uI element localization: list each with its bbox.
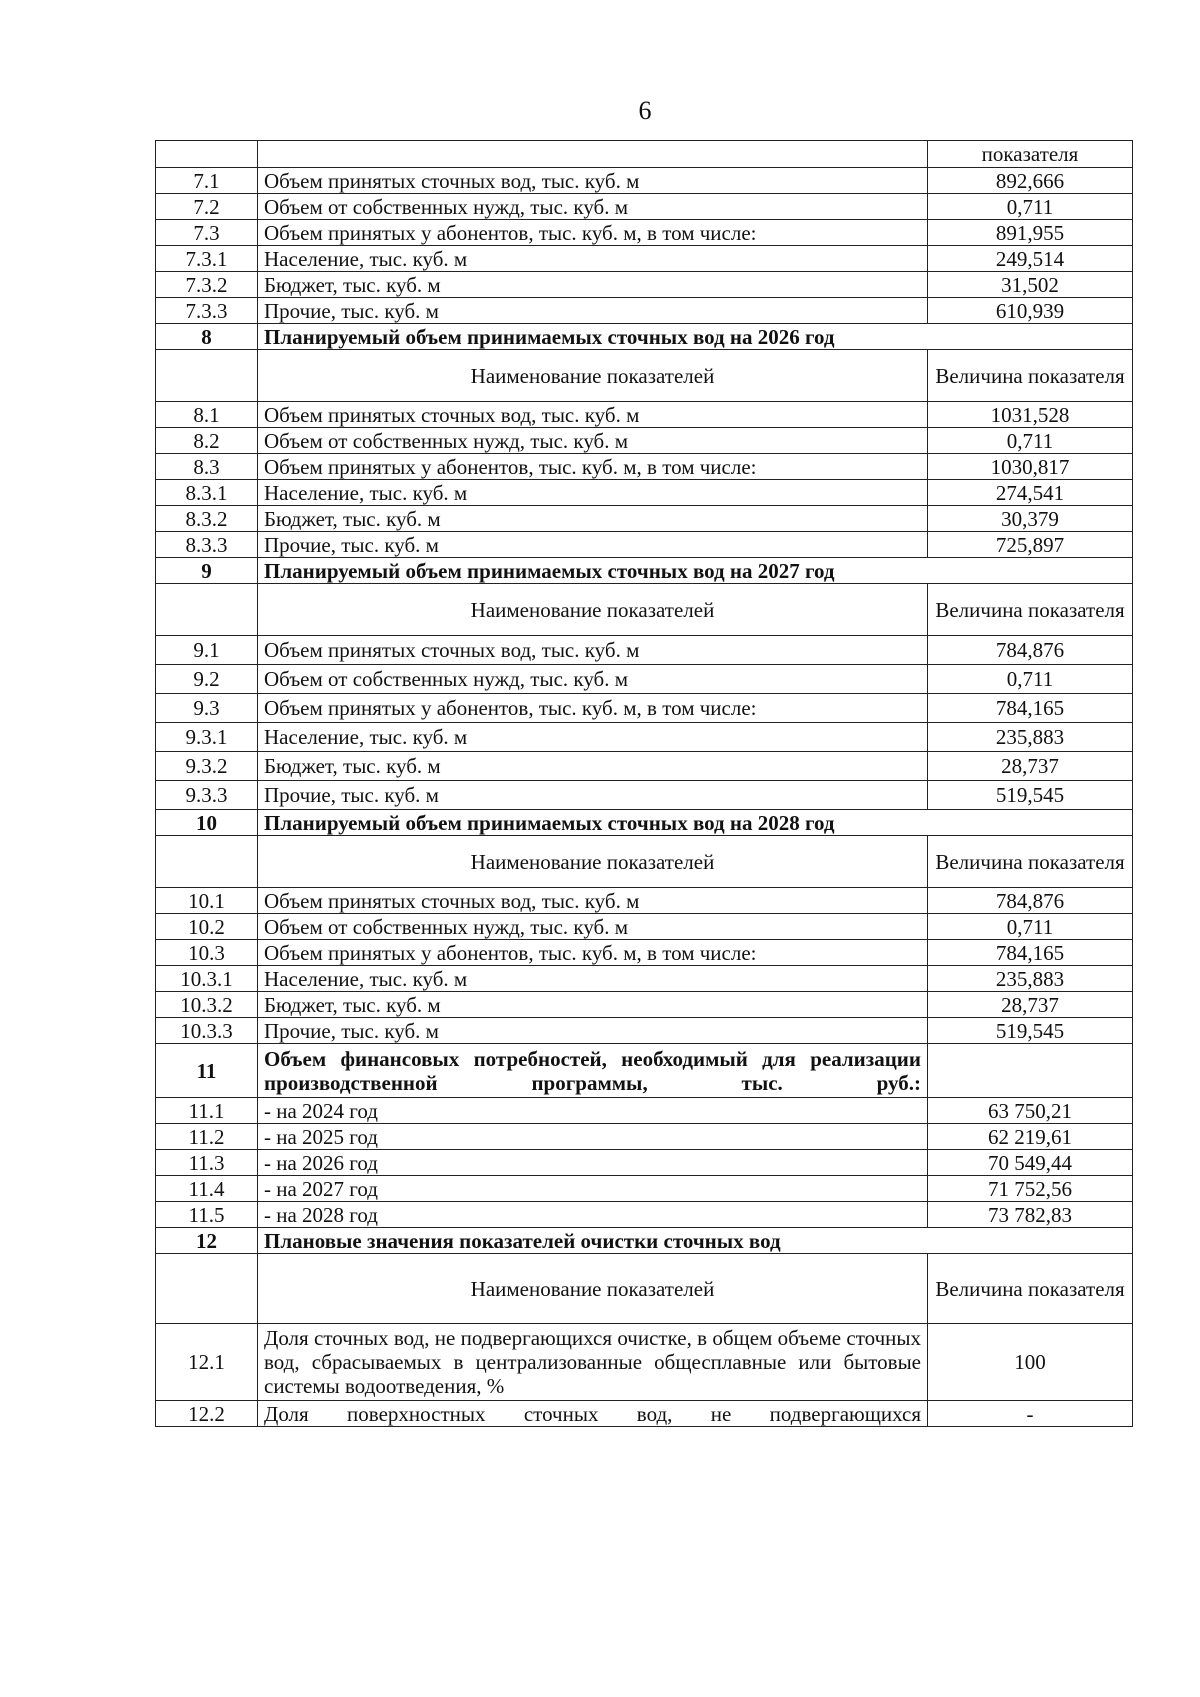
row-indicator-name: Население, тыс. куб. м (258, 966, 928, 992)
row-indicator-name: - на 2025 год (258, 1124, 928, 1150)
section-title: Объем финансовых потребностей, необходимый для реализации производственной программы, тыс. руб.: (258, 1044, 928, 1098)
row-indicator-name: Прочие, тыс. куб. м (258, 532, 928, 558)
row-number: 9.3.3 (156, 781, 258, 810)
column-header-row (156, 1254, 1133, 1324)
row-indicator-name: Объем принятых сточных вод, тыс. куб. м (258, 888, 928, 914)
row-indicator-name: - на 2027 год (258, 1176, 928, 1202)
row-value: 30,379 (928, 506, 1133, 532)
row-indicator-name: Объем от собственных нужд, тыс. куб. м (258, 914, 928, 940)
row-indicator-name: Население, тыс. куб. м (258, 480, 928, 506)
column-header-row (156, 836, 1133, 888)
row-indicator-name: - на 2028 год (258, 1202, 928, 1228)
row-number: 8.3.2 (156, 506, 258, 532)
row-indicator-name: - на 2026 год (258, 1150, 928, 1176)
table-row (156, 940, 1133, 966)
row-number: 8.2 (156, 428, 258, 454)
row-value: 784,876 (928, 888, 1133, 914)
row-indicator-name: Прочие, тыс. куб. м (258, 781, 928, 810)
row-value: 0,711 (928, 665, 1133, 694)
row-number: 10.3.1 (156, 966, 258, 992)
row-number: 11.1 (156, 1098, 258, 1124)
row-indicator-name: Бюджет, тыс. куб. м (258, 272, 928, 298)
row-value: 0,711 (928, 194, 1133, 220)
row-number: 9.2 (156, 665, 258, 694)
table-row (156, 246, 1133, 272)
table-row (156, 1098, 1133, 1124)
row-indicator-name: Бюджет, тыс. куб. м (258, 506, 928, 532)
table-row (156, 532, 1133, 558)
row-number: 12.1 (156, 1324, 258, 1401)
section-title-row (156, 1228, 1133, 1254)
table-row (156, 1018, 1133, 1044)
row-value: 100 (928, 1324, 1133, 1401)
row-value: 274,541 (928, 480, 1133, 506)
table-row (156, 298, 1133, 324)
header-value-cell: показателя (928, 141, 1133, 168)
row-value: 1031,528 (928, 402, 1133, 428)
column-header-row (156, 584, 1133, 636)
column-header-name: Наименование показателей (258, 836, 928, 888)
page-number: 6 (638, 96, 652, 125)
row-number: 11.4 (156, 1176, 258, 1202)
row-value: 1030,817 (928, 454, 1133, 480)
row-indicator-name: Бюджет, тыс. куб. м (258, 752, 928, 781)
section-title-row (156, 810, 1133, 836)
indicators-table-body (156, 141, 1133, 1427)
row-indicator-name: Прочие, тыс. куб. м (258, 298, 928, 324)
row-number: 10.3 (156, 940, 258, 966)
row-number: 9.3 (156, 694, 258, 723)
row-number: 7.1 (156, 168, 258, 194)
row-indicator-name: Объем принятых сточных вод, тыс. куб. м (258, 636, 928, 665)
table-row (156, 1124, 1133, 1150)
row-number: 8.1 (156, 402, 258, 428)
row-number: 9.1 (156, 636, 258, 665)
row-number: 7.3 (156, 220, 258, 246)
row-number: 7.3.1 (156, 246, 258, 272)
table-cell-num (156, 836, 258, 888)
row-number: 10.2 (156, 914, 258, 940)
table-row (156, 454, 1133, 480)
row-indicator-name: Объем принятых сточных вод, тыс. куб. м (258, 168, 928, 194)
row-number: 11.3 (156, 1150, 258, 1176)
row-value: 235,883 (928, 723, 1133, 752)
row-value: 784,165 (928, 694, 1133, 723)
column-header-row (156, 350, 1133, 402)
row-indicator-name: Объем принятых у абонентов, тыс. куб. м, в том числе: (258, 694, 928, 723)
column-header-name: Наименование показателей (258, 584, 928, 636)
section-number: 9 (156, 558, 258, 584)
row-value: 725,897 (928, 532, 1133, 558)
row-indicator-name: Население, тыс. куб. м (258, 723, 928, 752)
row-number: 10.1 (156, 888, 258, 914)
row-value: 70 549,44 (928, 1150, 1133, 1176)
row-indicator-name: Объем принятых у абонентов, тыс. куб. м, в том числе: (258, 940, 928, 966)
section-title: Плановые значения показателей очистки сточных вод (258, 1228, 1133, 1254)
row-value: 71 752,56 (928, 1176, 1133, 1202)
table-row (156, 428, 1133, 454)
row-indicator-name: Объем принятых у абонентов, тыс. куб. м, в том числе: (258, 454, 928, 480)
section-title: Планируемый объем принимаемых сточных вод на 2026 год (258, 324, 1133, 350)
column-header-value: Величина показателя (928, 350, 1133, 402)
table-row (156, 966, 1133, 992)
section-title: Планируемый объем принимаемых сточных вод на 2027 год (258, 558, 1133, 584)
column-header-name: Наименование показателей (258, 1254, 928, 1324)
table-row (156, 636, 1133, 665)
table-row (156, 752, 1133, 781)
section-number: 8 (156, 324, 258, 350)
row-value: 63 750,21 (928, 1098, 1133, 1124)
section-title-row (156, 324, 1133, 350)
row-value: 62 219,61 (928, 1124, 1133, 1150)
row-indicator-name: Объем от собственных нужд, тыс. куб. м (258, 428, 928, 454)
row-value: 28,737 (928, 752, 1133, 781)
table-cell-num (156, 350, 258, 402)
table-row (156, 914, 1133, 940)
row-value: 784,165 (928, 940, 1133, 966)
row-number: 9.3.2 (156, 752, 258, 781)
row-number: 11.2 (156, 1124, 258, 1150)
table-row (156, 402, 1133, 428)
column-header-value: Величина показателя (928, 1254, 1133, 1324)
row-indicator-name: Объем принятых сточных вод, тыс. куб. м (258, 402, 928, 428)
section-title-row (156, 1044, 1133, 1098)
table-cell-num (156, 1254, 258, 1324)
table-row (156, 1202, 1133, 1228)
table-row (156, 168, 1133, 194)
row-number: 8.3.3 (156, 532, 258, 558)
row-indicator-name: - на 2024 год (258, 1098, 928, 1124)
table-row (156, 506, 1133, 532)
row-number: 7.3.3 (156, 298, 258, 324)
indicators-table (155, 140, 1133, 1427)
row-value: 519,545 (928, 781, 1133, 810)
row-value: - (928, 1401, 1133, 1427)
table-row (156, 992, 1133, 1018)
column-header-value: Величина показателя (928, 584, 1133, 636)
table-row (156, 220, 1133, 246)
continued-header-row (156, 141, 1133, 168)
row-value: 0,711 (928, 914, 1133, 940)
row-number: 10.3.3 (156, 1018, 258, 1044)
row-number: 11.5 (156, 1202, 258, 1228)
row-value: 28,737 (928, 992, 1133, 1018)
row-indicator-name: Прочие, тыс. куб. м (258, 1018, 928, 1044)
row-number: 7.2 (156, 194, 258, 220)
section-title-row (156, 558, 1133, 584)
table-row (156, 1324, 1133, 1401)
row-value: 610,939 (928, 298, 1133, 324)
table-cell-num (156, 584, 258, 636)
row-value: 519,545 (928, 1018, 1133, 1044)
column-header-value: Величина показателя (928, 836, 1133, 888)
row-number: 7.3.2 (156, 272, 258, 298)
section-number: 10 (156, 810, 258, 836)
row-value: 73 782,83 (928, 1202, 1133, 1228)
row-number: 8.3 (156, 454, 258, 480)
section-title-value-cell (928, 1044, 1133, 1098)
row-value: 892,666 (928, 168, 1133, 194)
table-row (156, 1401, 1133, 1427)
row-number: 8.3.1 (156, 480, 258, 506)
row-number: 9.3.1 (156, 723, 258, 752)
section-title: Планируемый объем принимаемых сточных вод на 2028 год (258, 810, 1133, 836)
section-number: 12 (156, 1228, 258, 1254)
table-row (156, 665, 1133, 694)
table-cell-num (156, 141, 258, 168)
table-row (156, 480, 1133, 506)
row-indicator-name: Доля сточных вод, не подвергающихся очистке, в общем объеме сточных вод, сбрасываемых в централизованные общесплавные или бытовые системы водоотведения, % (258, 1324, 928, 1401)
column-header-name: Наименование показателей (258, 350, 928, 402)
row-indicator-name: Население, тыс. куб. м (258, 246, 928, 272)
row-value: 235,883 (928, 966, 1133, 992)
row-number: 12.2 (156, 1401, 258, 1427)
table-row (156, 888, 1133, 914)
row-value: 31,502 (928, 272, 1133, 298)
row-indicator-name: Объем от собственных нужд, тыс. куб. м (258, 194, 928, 220)
section-number: 11 (156, 1044, 258, 1098)
table-row (156, 1176, 1133, 1202)
row-value: 891,955 (928, 220, 1133, 246)
row-value: 784,876 (928, 636, 1133, 665)
row-indicator-name: Объем принятых у абонентов, тыс. куб. м, в том числе: (258, 220, 928, 246)
table-row (156, 781, 1133, 810)
table-row (156, 1150, 1133, 1176)
table-row (156, 723, 1133, 752)
table-cell-name (258, 141, 928, 168)
table-row (156, 194, 1133, 220)
row-indicator-name: Доля поверхностных сточных вод, не подвергающихся (258, 1401, 928, 1427)
row-indicator-name: Бюджет, тыс. куб. м (258, 992, 928, 1018)
row-value: 249,514 (928, 246, 1133, 272)
table-row (156, 694, 1133, 723)
table-row (156, 272, 1133, 298)
row-value: 0,711 (928, 428, 1133, 454)
row-number: 10.3.2 (156, 992, 258, 1018)
row-indicator-name: Объем от собственных нужд, тыс. куб. м (258, 665, 928, 694)
